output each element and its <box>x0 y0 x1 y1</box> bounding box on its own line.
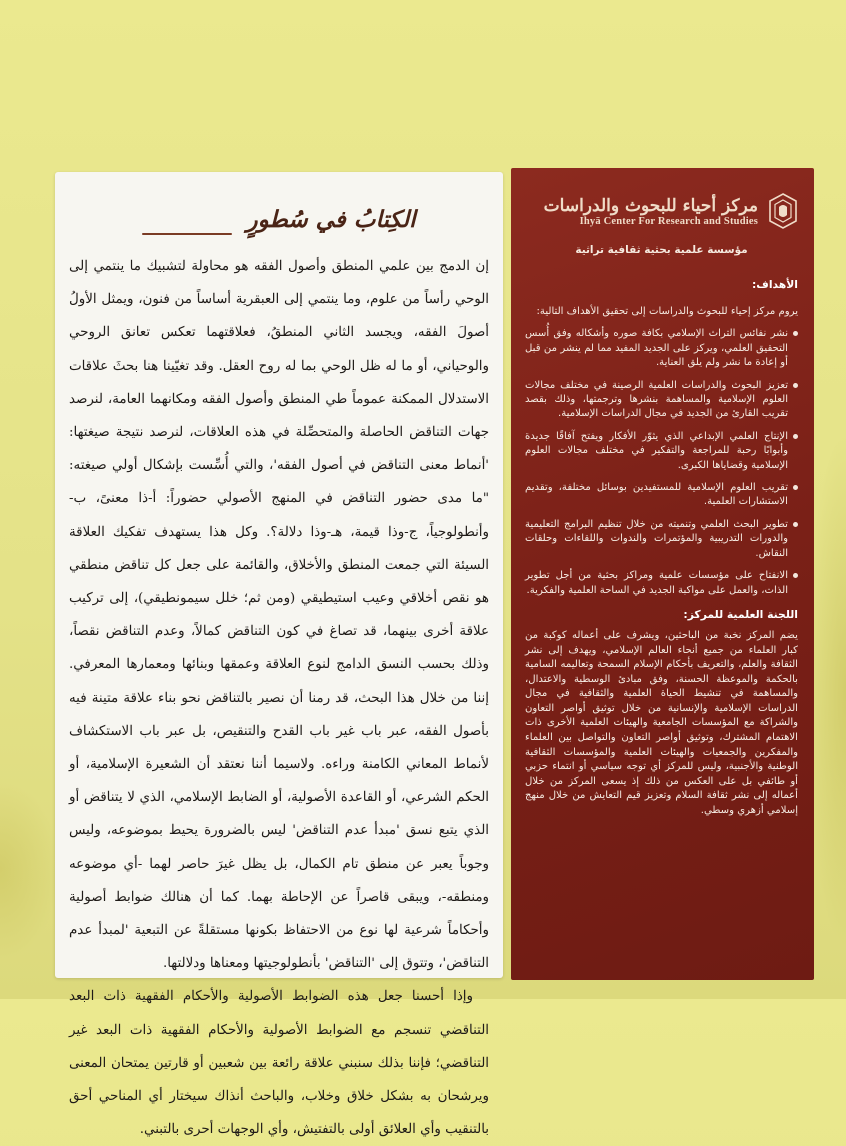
bullet-icon <box>793 573 798 578</box>
brand-english-name: Ihyā Center For Research and Studies <box>579 215 758 227</box>
center-tagline: مؤسسة علمية بحثية ثقافية تراثية <box>575 244 748 256</box>
background-ornament-left <box>0 780 60 960</box>
bullet-icon <box>793 522 798 527</box>
center-brand <box>525 188 798 234</box>
goals-heading: الأهداف: <box>751 278 798 291</box>
goal-item: تقريب العلوم الإسلامية للمستفيدين بوسائل مختلفة، وتقديم الاستشارات العلمية. <box>525 481 798 510</box>
goal-item: الإنتاج العلمي الإبداعي الذي يثوّر الأفكار ويفتح آفاقًا جديدة وأبوابًا رحبة للمراجعة والتفكير في مختلف مجالات العلوم الإسلامية وقضاياها الكبرى. <box>525 430 798 473</box>
goal-item: تطوير البحث العلمي وتنميته من خلال تنظيم البرامج التعليمية والدورات التدريبية والمؤتمرات والندوات واللقاءات وحلقات النقاش. <box>525 518 798 561</box>
bullet-icon <box>793 434 798 439</box>
summary-paragraph: وإذا أحسنا جعل هذه الضوابط الأصولية والأحكام الفقهية ذات البعد التناقضي تنسجم مع الضوابط الأصولية والأحكام الفقهية ذات البعد غير التناقضي؛ فإننا بذلك سنبني علاقة رائعة بين شعبين أو قارتين يمتحان المعنى ويرشحان به بشكل خلاق وخلاب، والباحث أنذاك سيختار أي المناحي أحق بالتنقيب وأي العلائق أولى بالتفتيش، وأي الوجهات أحرى بالتبني. <box>69 989 489 1138</box>
goal-item: تعزيز البحوث والدراسات العلمية الرصينة في مختلف مجالات العلوم الإسلامية والمساهمة بنشرها وترجمتها، وذلك بقصد تقريب القارئ من الجديد في مجال الدراسات الإسلامية. <box>525 379 798 422</box>
panel-title <box>69 206 489 246</box>
goal-item: نشر نفائس التراث الإسلامي بكافة صوره وأشكاله وفق أُسس التحقيق العلمي، ويركز على الجديد المفيد مما لم ينشر من قبل أو إعادة ما نشر ولم يلق العناية. <box>525 327 798 370</box>
brand-names <box>544 196 758 227</box>
book-summary-panel <box>55 172 503 1138</box>
goal-item: الانفتاح على مؤسسات علمية ومراكز بحثية من أجل تطوير الذات، والعمل على مواكبة الجديد في الساحة العلمية والفكرية. <box>525 569 798 598</box>
bullet-icon <box>793 485 798 490</box>
title-flourish <box>142 233 232 235</box>
center-info-panel <box>511 168 814 980</box>
goals-list <box>525 327 798 598</box>
bullet-icon <box>793 331 798 336</box>
bullet-icon <box>793 383 798 388</box>
goals-intro: يروم مركز إحياء للبحوث والدراسات إلى تحقيق الأهداف التالية: <box>536 306 798 317</box>
brand-arabic-name: مركز أحياء للبحوث والدراسات <box>543 195 758 216</box>
committee-text: يضم المركز نخبة من الباحثين، ويشرف على أعماله كوكبة من كبار العلماء من جميع أنحاء العالم الإسلامي، ويهدف إلى نشر الثقافة والعلم، والتعريف بأحكام الإسلام السمحة وتعاليمه السامية بالحكمة والموعظة الحسنة، وفق مبادئ الوسطية والاعتدال، والمساهمة في تنشيط الحياة العلمية والثقافية في مجال الدراسات الإسلامية والإنسانية من خلال توثيق أواصر التعاون والشراكة مع المؤسسات الجامعية والهيئات العلمية الأخرى ذات الاهتمام المشترك، وتوثيق أواصر التعاون والتواصل بين العلماء والمفكرين والجمعيات والهيئات العلمية والمؤسسات الثقافية الوطنية والأجنبية، وليس للمركز أي توجه سياسي أو انتماء حزبي أو طائفي بل على العكس من ذلك إذ يسعى المركز من خلال أعماله إلى نشر ثقافة السلام وتعزيز قيم التعايش من خلال منهج إسلامي أزهري وسطي. <box>525 629 798 817</box>
summary-body <box>69 250 489 1146</box>
center-logo-icon <box>768 193 798 229</box>
committee-heading: اللجنة العلمية للمركز: <box>683 607 798 621</box>
panel-title-text: الكِتابُ في سُطورٍ <box>246 206 416 233</box>
summary-paragraph: إن الدمج بين علمي المنطق وأصول الفقه هو محاولة لتشبيك ما ينتمي إلى الوحي رأساً من علوم، وما ينتمي إلى العبقرية أساساً من فنون، ويمثل الأولُ أصولَ الفقه، ويجسد الثاني المنطقُ، فعلاقتهما تعكس تعانق الروحي والوحياني، أو ما له ظل الوحي بما له روح العقل. وقد تغيّينا هنا بحثَ علاقات الاستدلال الممكنة عموماً طي المنطق وأصول الفقه ومكانهما العامة، لنرصد جهات التناقض الحاصلة والمتحصِّلة في هذه العلاقات، لنرصد نتيجة صيغتها: 'أنماط معنى التناقض في أصول الفقه'، والتي أُسِّست بإشكال أولي صيغته: "ما مدى حضور التناقض في المنهج الأصولي حضوراً: أ-ذا معنىً، ب-وأنطولوجياً، ج-وذا قيمة، هـ-وذا دلالة؟. وكل هذا يستهدف تفكيك العلاقة السيئة التي جمعت المنطق والأخلاق، والقائمة على جعل كل تناقض منطقي هو نقص أخلاقي وعيب استيطيقي (ومن ثم؛ خلل سيمونطيقي)، إلى تركيب علاقة أخرى بينهما، قد تصاغ في كون التناقض كمالاً، وعدم التناقض نقصاً، وذلك بحسب النسق الدامج لنوع العلاقة وعمقها وبنائها ومعمارها المعرفي. إننا من خلال هذا البحث، قد رمنا أن نصير بالتناقض نحو بناء علاقة متينة فيه بأصول الفقه، عبر باب غير باب القدح والتنقيص، بل عبر باب الاستكشاف لأنماط المعاني الكامنة وراءه. ولاسيما أننا نعتقد أن الشعيرة الإسلامية، أو الحكم الشرعي، أو القاعدة الأصولية، أو الضابط الإسلامي، الذي لا يتناقض أو الذي يتبع نسق 'مبدأ عدم التناقض' ليس بالضرورة يحيط بموضوعه، وليس وجوباً يعبر عن منطق تام الكمال، بل يظل غيرَ حاصر لهما -أي موضوعه ومنطقه-، ويبقى قاصراً عن الإحاطة بهما. كما أن هنالك ضوابط أصولية وأحكاماً شرعية لها نوع من الاحتفاظ بكونها مستقلةً عن التبعية 'لمبدأ عدم التناقض'، وتتوق إلى 'التناقض' بأنطولوجيتها ومعناها ودلالتها. <box>69 259 489 972</box>
